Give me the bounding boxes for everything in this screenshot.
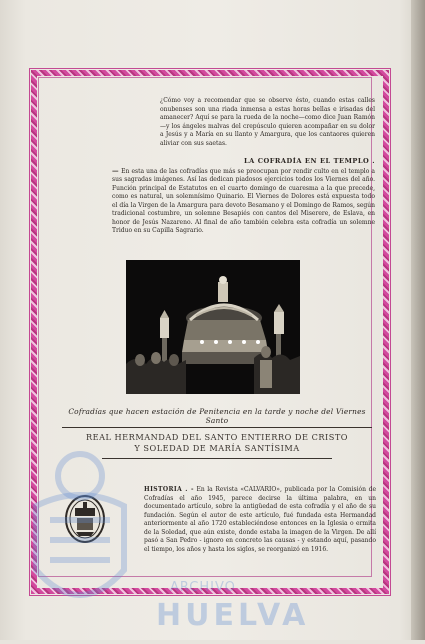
hermandad-title-line1: REAL HERMANDAD DEL SANTO ENTIERRO DE CRISTO xyxy=(85,432,349,442)
hermandad-title-line2: Y SOLEDAD DE MARÍA SANTÍSIMA xyxy=(134,443,300,453)
procession-photo xyxy=(126,260,300,394)
historia-body: En la Revista «CALVARIO», publicada por la Comisión de Cofradías el año 1945, parece decirse la última palabra, en un documentado artículo, sobre la antigüedad de esta cofradía y el año de su fundación. Según el autor de este artículo, fué fundada esta Hermandad anteriormente al año 1720 estableciéndose entonces en la Iglesia o ermita de la Soledad, que aún existe, donde estaba la imagen de la Virgen. De allí pasó a San Pedro - ignoro en concreto las causas - y estando aquí, pasando el tiempo, los años y hasta los siglos, se reorganizó en 1916. xyxy=(144,486,376,553)
historia-paragraph xyxy=(144,486,376,554)
intro-paragraph: ¿Cómo voy a recomendar que se observe ésto, cuando estas calles onubenses son una riada inmensa a estas horas bellas e irisadas del amanecer? Aquí se para la rueda de la noche—como dice Juan Ramón—y los ángeles malvas del crepúsculo quieren acompañar en su dolor a Jesús y a María en su llanto y Amargura, que los cantaores quieren aliviar con sus saetas. xyxy=(160,97,375,147)
archive-watermark-text: HUELVA xyxy=(156,598,310,633)
cofradia-en-el-templo-paragraph xyxy=(112,157,375,236)
photo-caption: Cofradías que hacen estación de Penitencia en la tarde y noche del Viernes Santo xyxy=(62,407,372,428)
page-binding-edge xyxy=(411,0,425,640)
archive-watermark-sub: ARCHIVO xyxy=(170,580,236,595)
cofradia-body: En esta una de las cofradías que más se preocupan por rendir culto en el templo a sus sagradas imágenes. Así las dedican piadosos ejercicios todos los Viernes del año. Función principal de Estatutos en el cuarto domingo de cuaresma a la que precede, como es natural, un solemnísimo Quinario. El Viernes de Dolores está expuesta todo el día la Virgen de la Amargura para devoto Besamano y el Domingo de Ramos, según tradicional costumbre, un solemne Besapiés con cantos del Miserere, de Eslava, en honor de Jesús Nazareno. Al final de año también celebra esta cofradía un solemne Triduo en su Capilla Sagrario. xyxy=(112,167,375,234)
procession-paso-image xyxy=(126,260,300,394)
historia-heading: HISTORIA . - xyxy=(144,486,194,493)
cofradia-heading: LA COFRADÍA EN EL TEMPLO . — xyxy=(112,157,375,175)
archive-seal-watermark-icon xyxy=(10,440,150,644)
